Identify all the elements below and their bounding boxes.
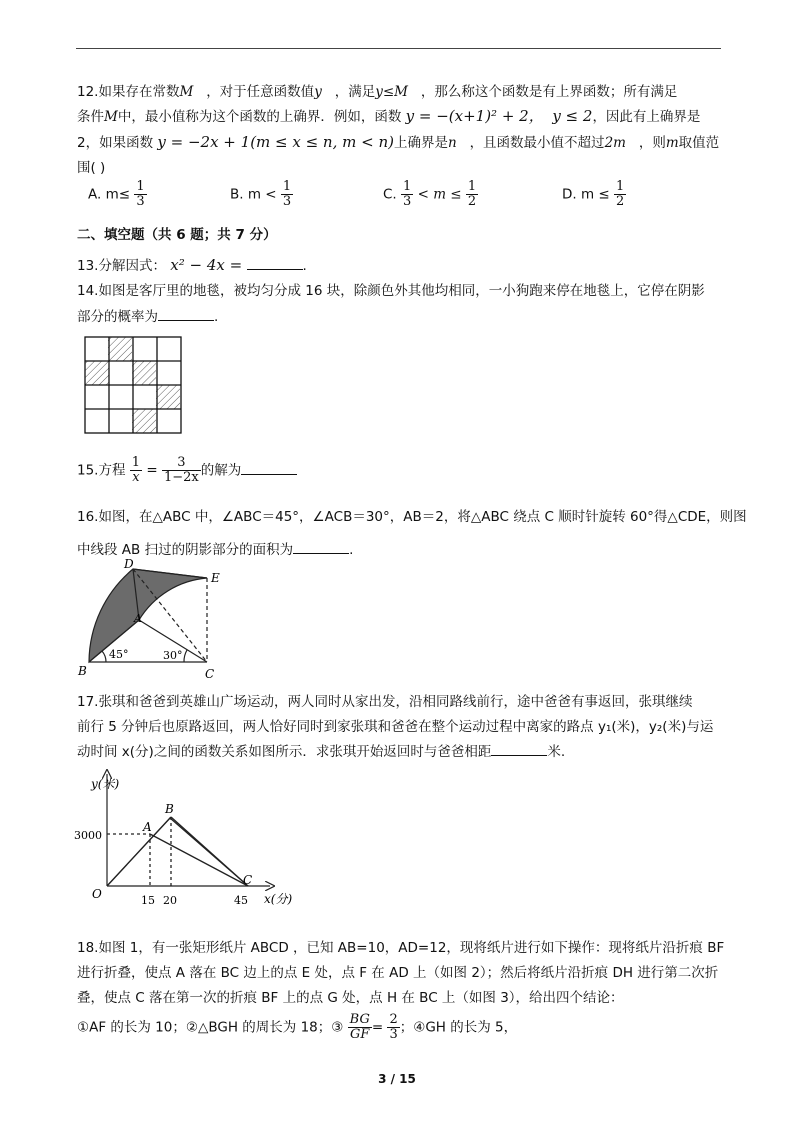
rotation-figure [76, 558, 236, 683]
q17-line3: 动时间 x(分)之间的函数关系如图所示．求张琪开始返回时与爸爸相距 米. [77, 744, 566, 760]
q18-line2: 进行折叠，使点 A 落在 BC 边上的点 E 处，点 F 在 AD 上（如图 2）；然后将纸片沿折痕 DH 进行第二次折 [77, 965, 719, 981]
tick-20: 20 [163, 894, 177, 907]
label-b: B [78, 664, 87, 678]
tick-15: 15 [141, 894, 155, 907]
angle-30-label: 30° [163, 649, 183, 662]
point-b-label: B [165, 802, 174, 816]
origin-label: O [92, 887, 102, 901]
shaded-cell [132, 409, 156, 433]
point-c-label: C [243, 873, 253, 887]
header-rule [76, 48, 721, 49]
shaded-cell [132, 361, 156, 385]
label-c: C [205, 667, 215, 681]
tick-45: 45 [234, 894, 248, 907]
section-2-heading: 二、填空题（共 6 题；共 7 分） [77, 227, 277, 243]
point-a-label: A [143, 820, 152, 834]
line-y2 [107, 818, 248, 886]
page-number: 3 / 15 [378, 1072, 416, 1086]
carpet-grid-figure [84, 336, 182, 434]
label-d: D [124, 558, 134, 571]
q13: 13.分解因式： x² − 4x = . [77, 256, 307, 274]
q12-option-a: A. m≤ $\frac{1}{3}$ [88, 179, 145, 209]
q17-line2: 前行 5 分钟后也原路返回，两人恰好同时到家张琪和爸爸在整个运动过程中离家的路点 y₁(米)，y₂(米)与运 [77, 719, 714, 735]
angle-45-label: 45° [109, 648, 129, 661]
q12-line4: 围( ) [77, 160, 106, 176]
q16-line2: 中线段 AB 扫过的阴影部分的面积为 . [77, 542, 354, 558]
shaded-region [89, 569, 207, 662]
q15: 15.方程 $\frac{1}{x}$ = $\frac{3}{1-2x}$ 的解为 [77, 456, 297, 485]
tick-3000: 3000 [74, 829, 102, 842]
q18-line3: 叠，使点 C 落在第一次的折痕 BF 上的点 G 处，点 H 在 BC 上（如图 3），给出四个结论： [77, 990, 624, 1006]
q12-line1: 12.如果存在常数M ，对于任意函数值y ，满足y≤M ，那么称这个函数是有上界函数；所有满足 [77, 84, 678, 100]
q18-line4: ①AF 的长为 10；②△BGH 的周长为 18；③ $\frac{BG}{GF}$ = $\frac{2}{3}$ ；④GH 的长为 5， [77, 1012, 518, 1042]
q18-line1: 18.如图 1，有一张矩形纸片 ABCD ，已知 AB=10，AD=12，现将纸片进行如下操作：现将纸片沿折痕 BF [77, 940, 725, 956]
segment-o-b [107, 817, 171, 886]
label-a: A [134, 612, 142, 625]
q16-line1: 16.如图，在△ABC 中，∠ABC＝45°，∠ACB＝30°，AB＝2，将△ABC 绕点 C 顺时针旋转 60°得△CDE，则图 [77, 509, 747, 525]
q12-option-b: B. m < $\frac{1}{3}$ [230, 179, 292, 209]
q12-line3: 2，如果函数 y = −2x + 1(m ≤ x ≤ n, m < n)上确界是n ，且函数最小值不超过2m ，则m取值范 [77, 133, 720, 151]
shaded-cell [108, 337, 132, 361]
shaded-cell [85, 361, 109, 385]
label-e: E [211, 571, 220, 585]
x-axis-label: x(分) [264, 892, 293, 906]
q17-line1: 17.张琪和爸爸到英雄山广场运动，两人同时从家出发，沿相同路线前行，途中爸爸有事返回，张琪继续 [77, 694, 693, 710]
q14-line2: 部分的概率为 . [77, 309, 219, 325]
q12-option-c: C. $\frac{1}{3}$ < m ≤ $\frac{1}{2}$ [383, 179, 477, 209]
distance-time-graph [74, 766, 314, 911]
q14-line1: 14.如图是客厅里的地毯，被均匀分成 16 块，除颜色外其他均相同，一小狗跑来停在地毯上，它停在阴影 [77, 283, 705, 299]
shaded-cell [156, 385, 180, 409]
y-axis-label: y(米) [91, 777, 120, 791]
q12-line2: 条件M中，最小值称为这个函数的上确界．例如，函数 y = −(x+1)² + 2， y ≤ 2，因此有上确界是 [77, 107, 701, 125]
q12-option-d: D. m ≤ $\frac{1}{2}$ [562, 179, 625, 209]
